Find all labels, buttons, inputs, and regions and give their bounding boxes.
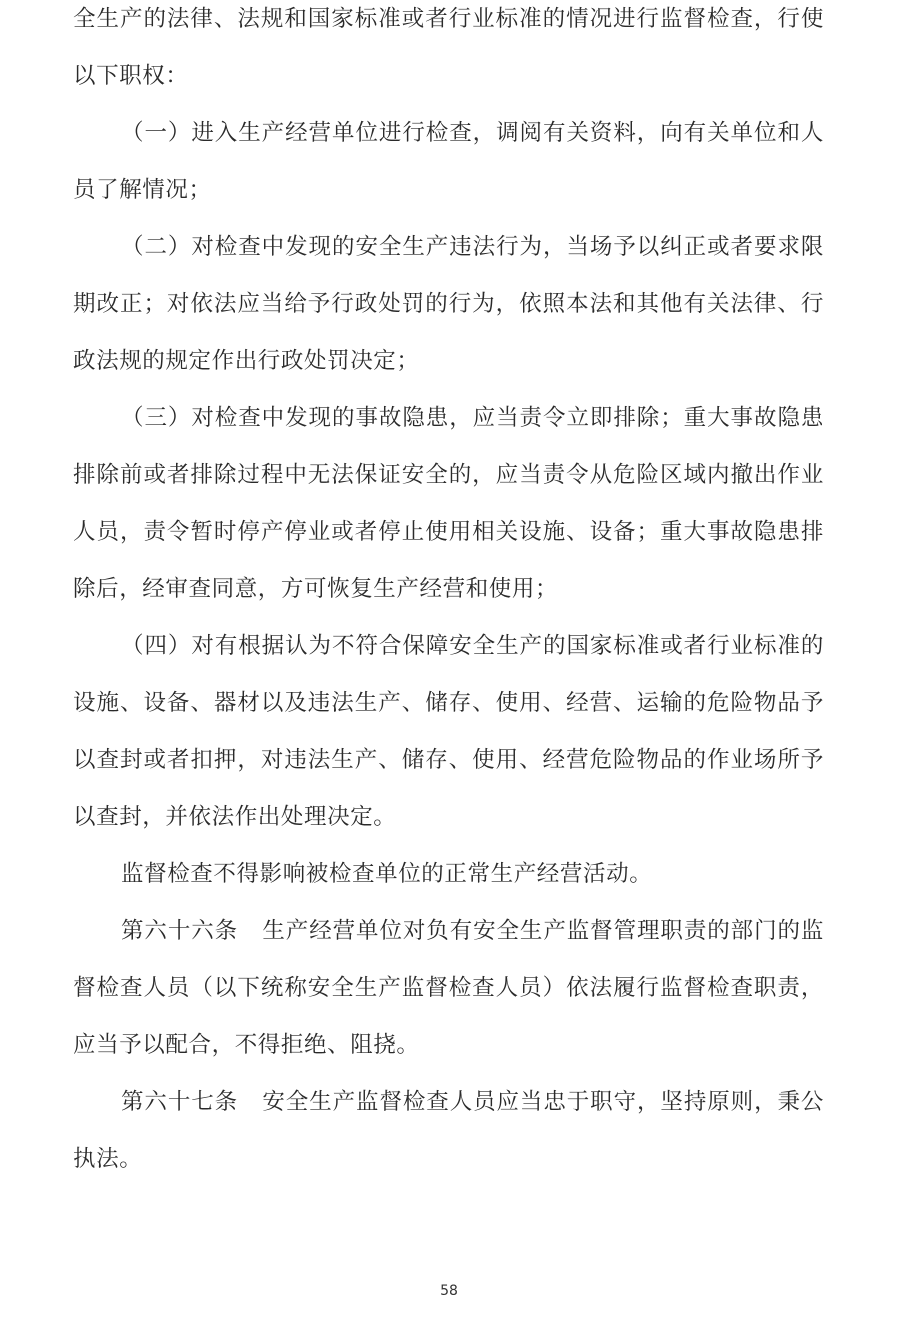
paragraph-item-2: （二）对检查中发现的安全生产违法行为，当场予以纠正或者要求限期改正；对依法应当给予行政处罚的行为，依照本法和其他有关法律、行政法规的规定作出行政处罚决定； xyxy=(73,234,824,374)
paragraph-supervision-note: 监督检查不得影响被检查单位的正常生产经营活动。 xyxy=(121,861,653,887)
paragraph-continuation: 全生产的法律、法规和国家标准或者行业标准的情况进行监督检查，行使以下职权： xyxy=(73,6,824,89)
article-66-number: 第六十六条 xyxy=(121,918,239,944)
article-67 xyxy=(73,1074,824,1188)
paragraph-item-4: （四）对有根据认为不符合保障安全生产的国家标准或者行业标准的设施、设备、器材以及违法生产、储存、使用、经营、运输的危险物品予以查封或者扣押，对违法生产、储存、使用、经营危险物品的作业场所予以查封，并依法作出处理决定。 xyxy=(73,633,824,830)
document-body xyxy=(73,0,824,1188)
article-66-text: 生产经营单位对负有安全生产监督管理职责的部门的监督检查人员（以下统称安全生产监督检查人员）依法履行监督检查职责，应当予以配合，不得拒绝、阻挠。 xyxy=(73,918,824,1058)
paragraph-item-3: （三）对检查中发现的事故隐患，应当责令立即排除；重大事故隐患排除前或者排除过程中无法保证安全的，应当责令从危险区域内撤出作业人员，责令暂时停产停业或者停止使用相关设施、设备；重大事故隐患排除后，经审查同意，方可恢复生产经营和使用； xyxy=(73,405,824,602)
article-67-text: 安全生产监督检查人员应当忠于职守，坚持原则，秉公执法。 xyxy=(73,1089,824,1172)
page-number: 58 xyxy=(440,1283,458,1299)
article-67-number: 第六十七条 xyxy=(121,1089,239,1115)
paragraph-item-1: （一）进入生产经营单位进行检查，调阅有关资料，向有关单位和人员了解情况； xyxy=(73,120,824,203)
article-66 xyxy=(73,903,824,1074)
